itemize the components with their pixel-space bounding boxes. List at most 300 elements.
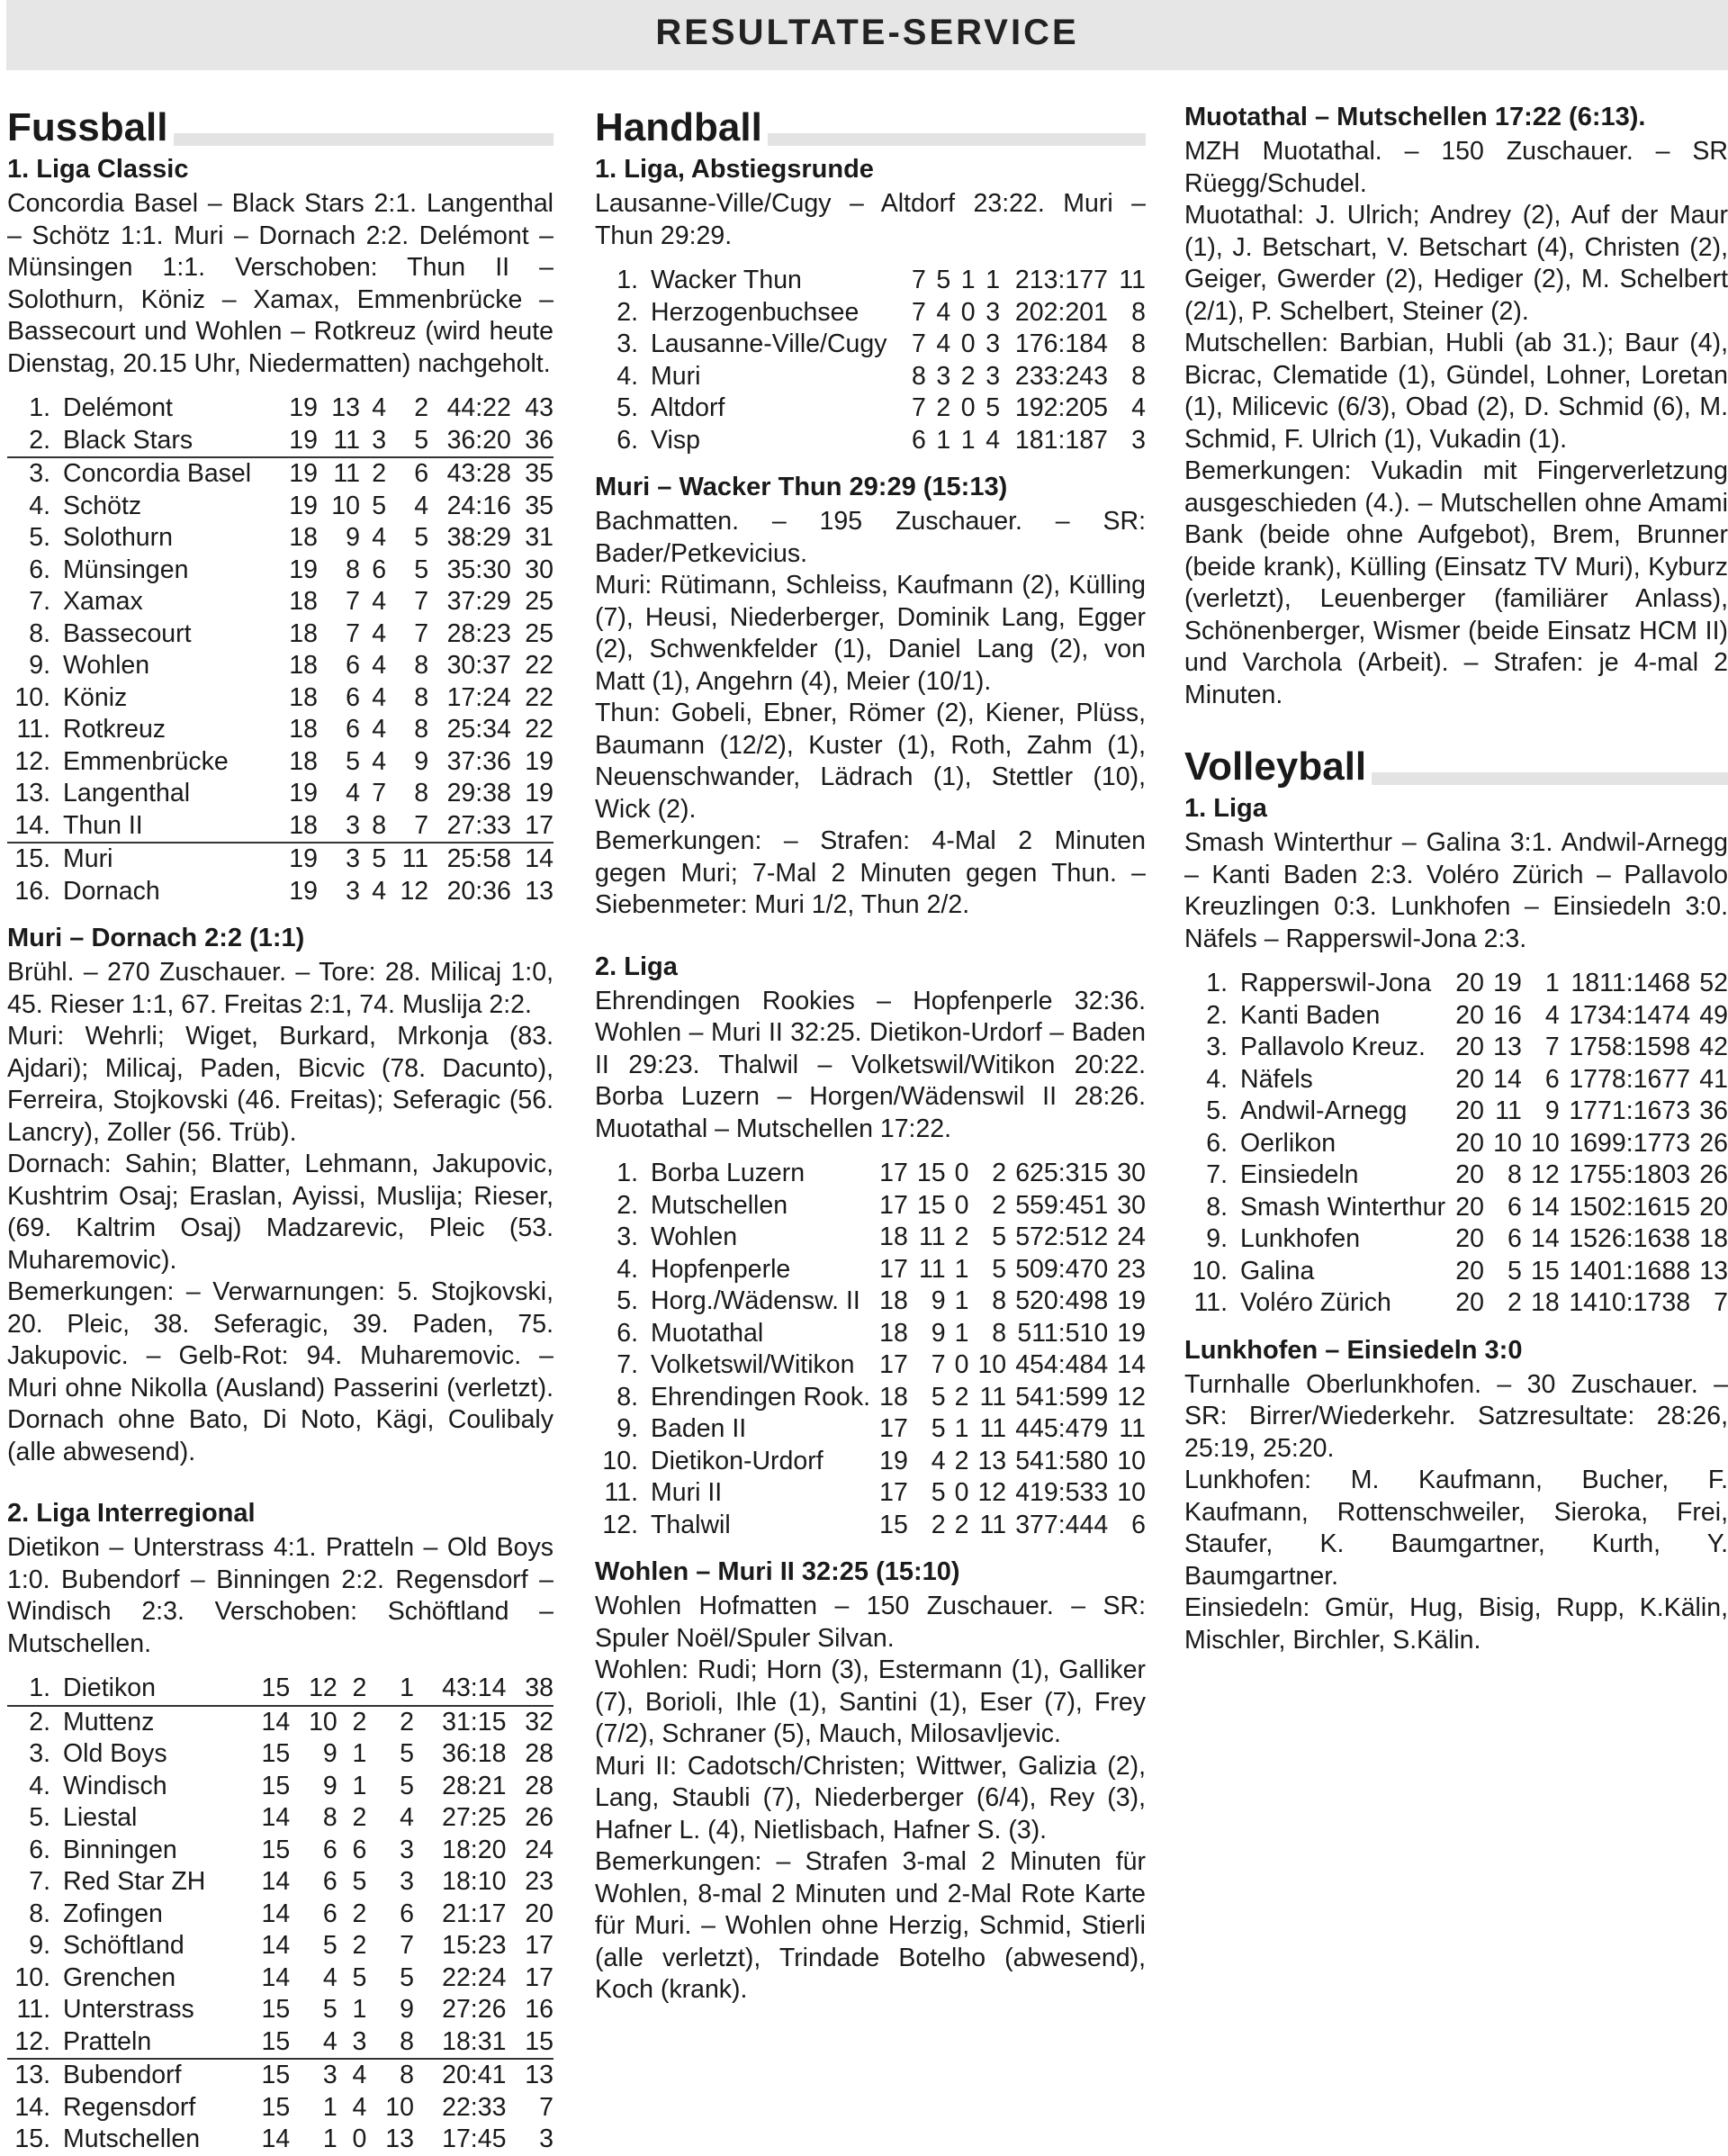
team-cell: Hopfenperle (651, 1254, 791, 1284)
rank-cell: 12. (14, 746, 50, 776)
stat-cell: 28 (525, 1739, 554, 1768)
stat-cell: 3 (936, 361, 951, 391)
stat-cell: 0 (954, 1350, 969, 1379)
stat-cell: 10 (385, 2092, 414, 2122)
stat-cell: 14 (261, 1962, 291, 1992)
header-banner (6, 0, 1728, 70)
team-cell: Regensdorf (63, 2092, 196, 2122)
stat-cell: 181:187 (1014, 425, 1108, 455)
stat-cell: 0 (352, 2124, 367, 2153)
stat-cell: 192:205 (1014, 393, 1108, 422)
stat-cell: 7 (346, 587, 360, 616)
stat-cell: 1758:1598 (1569, 1033, 1691, 1061)
stat-cell: 559:451 (1015, 1190, 1109, 1220)
rank-cell: 7. (616, 1350, 638, 1379)
rank-cell: 13. (14, 779, 50, 807)
stat-cell: 44:22 (446, 393, 511, 422)
stat-cell: 10 (1531, 1128, 1560, 1158)
stat-cell: 4 (372, 876, 387, 906)
rank-cell: 14. (7, 810, 63, 843)
table-row (595, 297, 1146, 329)
stat-cell: 13 (385, 2124, 414, 2153)
stat-cell: 4 (1131, 393, 1146, 422)
heading-wohlen-muri: Wohlen – Muri II 32:25 (15:10) (595, 1557, 960, 1586)
report-muotathal-mutschellen (1184, 136, 1728, 711)
stat-cell: 4 (936, 297, 951, 327)
stat-cell: 36:20 (428, 425, 511, 458)
table-row (595, 1222, 1146, 1254)
team-cell: Unterstrass (63, 1995, 194, 2024)
stat-cell: 1 (1544, 969, 1560, 997)
results-volleyball-1-liga: Smash Winterthur – Galina 3:1. Andwil-Arnegg – Kanti Baden 2:3. Voléro Zürich – Pallavolo Kreuzlingen 0:3. Lunkhofen – Einsiedeln 3:0. Näfels – Rapperswil-Jona 2:3. (1184, 828, 1728, 953)
results-1-liga-classic: Concordia Basel – Black Stars 2:1. Langenthal – Schötz 1:1. Muri – Dornach 2:2. Delémont – Münsingen 1:1. Verschoben: Thun II – Solothurn, Köniz – Xamax, Emmenbrücke – Bassecourt und Wohlen – Rotkreuz (wird heute Dienstag, 20.15 Uhr, Niedermatten) nachgeholt. (7, 189, 554, 378)
stat-cell: 4 (372, 618, 387, 648)
stat-cell: 0 (960, 393, 976, 422)
stat-cell: 1 (954, 1414, 969, 1443)
stat-cell: 9 (322, 1771, 338, 1800)
heading-muri-dornach: Muri – Dornach 2:2 (1:1) (7, 924, 305, 952)
stat-cell: 20 (525, 1899, 554, 1928)
team-cell: Thalwil (651, 1510, 731, 1539)
table-row (1184, 1192, 1728, 1224)
stat-cell: 28 (525, 1771, 554, 1800)
stat-cell: 13 (977, 1446, 1007, 1475)
stat-cell: 4 (346, 779, 360, 807)
stat-cell: 18 (289, 587, 318, 616)
team-cell: Voléro Zürich (1240, 1288, 1391, 1317)
stat-cell: 4 (290, 2026, 338, 2060)
rank-cell: 8. (1206, 1192, 1228, 1222)
stat-cell: 2 (414, 393, 429, 422)
stat-cell: 377:444 (1015, 1510, 1109, 1539)
table-row (595, 1285, 1146, 1318)
rank-cell: 1. (1206, 969, 1228, 997)
stat-cell: 38:29 (446, 523, 511, 552)
table-row (7, 1706, 554, 1739)
rank-cell: 9. (1206, 1224, 1228, 1253)
stat-cell: 9 (400, 1995, 414, 2024)
stat-cell: 20 (1455, 1288, 1484, 1317)
stat-cell: 18:31 (414, 2026, 507, 2060)
rank-cell: 1. (616, 1159, 638, 1187)
heading-2-liga-interregional: 2. Liga Interregional (7, 1499, 256, 1528)
stat-cell: 7 (414, 587, 429, 616)
stat-cell: 14 (1531, 1224, 1560, 1253)
heading-muotathal-mutschellen: Muotathal – Mutschellen 17:22 (6:13). (1184, 103, 1646, 131)
stat-cell: 8 (414, 779, 429, 807)
stat-cell: 5 (400, 1771, 414, 1800)
stat-cell: 19 (289, 555, 318, 584)
stat-cell: 19 (289, 844, 318, 873)
rank-cell: 11. (604, 1478, 638, 1507)
stat-cell: 1 (954, 1318, 969, 1348)
table-row (1184, 1032, 1728, 1064)
stat-cell: 6 (352, 1835, 367, 1864)
stat-cell: 2 (931, 1510, 946, 1539)
team-cell: Borba Luzern (651, 1159, 806, 1187)
stat-cell: 6 (414, 459, 429, 488)
table-row (595, 1254, 1146, 1286)
table-row (7, 1994, 554, 2026)
table-row (595, 265, 1146, 297)
stat-cell: 625:315 (1015, 1159, 1109, 1187)
stat-cell: 1778:1677 (1569, 1064, 1691, 1094)
stat-cell: 14 (261, 1867, 291, 1896)
stat-cell: 19 (1493, 969, 1522, 997)
team-cell: Visp (651, 425, 700, 455)
stat-cell: 7 (911, 266, 926, 294)
stat-cell: 49 (1699, 1000, 1728, 1030)
rank-cell: 10. (1192, 1256, 1228, 1285)
table-row (1184, 1096, 1728, 1128)
stat-cell: 3 (346, 876, 360, 906)
stat-cell: 2 (338, 1673, 367, 1706)
rank-cell: 5. (1206, 1096, 1228, 1125)
rank-cell: 5. (29, 523, 50, 552)
team-cell: Lausanne-Ville/Cugy (651, 329, 887, 358)
stat-cell: 11 (918, 1254, 946, 1284)
table-row (7, 1866, 554, 1899)
table-row (7, 586, 554, 618)
stat-cell: 5 (1507, 1256, 1522, 1285)
rank-cell: 2. (7, 425, 63, 458)
report-paragraph: Muri: Wehrli; Wiget, Burkard, Mrkonja (83. Ajdari); Milicaj, Paden, Bicvic (78. Dacunto), Ferreira, Stojkovski (46. Freitas); Seferagic (56. Lancry), Zoller (56. Trüb). (7, 1022, 554, 1147)
stat-cell: 15 (879, 1510, 908, 1539)
stat-cell: 14 (261, 2124, 291, 2153)
team-cell: Näfels (1240, 1064, 1313, 1094)
stat-cell: 32 (525, 1707, 554, 1737)
table-volleyball-1-liga (1184, 968, 1728, 1320)
stat-cell: 11 (1119, 266, 1146, 294)
stat-cell: 17 (525, 1931, 554, 1960)
report-paragraph: Bemerkungen: – Strafen 3-mal 2 Minuten für Wohlen, 8-mal 2 Minuten und 2-Mal Rote Karte für Muri. – Wohlen ohne Herzig, Schmid, Stierli (alle verletzt), Trindade Botelho (abwesend), Koch (krank). (595, 1847, 1146, 2004)
stat-cell: 1 (960, 266, 976, 294)
stat-cell: 7 (346, 618, 360, 648)
table-row (1184, 1287, 1728, 1320)
team-cell: Oerlikon (1240, 1128, 1336, 1158)
stat-cell: 1 (936, 425, 951, 455)
column-2 (595, 99, 1146, 2007)
stat-cell: 12 (290, 1673, 338, 1706)
report-paragraph: MZH Muotathal. – 150 Zuschauer. – SR Rüegg/Schudel. (1184, 137, 1728, 198)
stat-cell: 5 (372, 491, 387, 520)
stat-cell: 7 (1714, 1288, 1728, 1317)
team-cell: Dietikon-Urdorf (651, 1446, 824, 1475)
stat-cell: 10 (1493, 1128, 1522, 1158)
stat-cell: 4 (936, 329, 951, 358)
rank-cell: 6. (616, 1318, 638, 1348)
stat-cell: 8 (414, 682, 429, 712)
table-row (595, 392, 1146, 425)
page-title: RESULTATE-SERVICE (655, 13, 1079, 52)
team-cell: Münsingen (63, 555, 189, 584)
report-paragraph: Muri: Rütimann, Schleiss, Kaufmann (2), Külling (7), Heusi, Niederberger, Dominik Lang, Egger (2), Schwenkfelder (1), Daniel Lang (2), von Matt (1), Angehrn (4), Meier (10/1). (595, 571, 1146, 696)
stat-cell: 10 (331, 491, 360, 520)
stat-cell: 19 (525, 779, 554, 807)
stat-cell: 4 (322, 1962, 338, 1992)
stat-cell: 3 (1131, 425, 1146, 455)
rank-cell: 2. (29, 1707, 50, 1737)
stat-cell: 5 (931, 1382, 946, 1412)
report-paragraph: Bemerkungen: – Verwarnungen: 5. Stojkovski, 20. Pleic, 38. Seferagic, 39. Paden, 75. Jakupovic. – Gelb-Rot: 94. Muharemovic. – Muri ohne Nikolla (Ausland) Passerini (verletzt). Dornach ohne Bato, Di Noto, Kägi, Coulibaly (alle abwesend). (7, 1277, 554, 1466)
stat-cell: 1755:1803 (1569, 1160, 1691, 1189)
stat-cell: 15 (261, 1995, 291, 2024)
rank-cell: 10. (602, 1446, 638, 1475)
stat-cell: 19 (275, 425, 318, 458)
stat-cell: 7 (1544, 1033, 1560, 1061)
stat-cell: 18 (1531, 1288, 1560, 1317)
table-row (595, 1446, 1146, 1478)
stat-cell: 36 (1699, 1096, 1728, 1125)
stat-cell: 18 (289, 618, 318, 648)
stat-cell: 6 (346, 715, 360, 744)
stat-cell: 20:41 (442, 2061, 507, 2089)
stat-cell: 18 (289, 715, 318, 744)
team-cell: Wohlen (651, 1222, 738, 1251)
stat-cell: 6 (400, 1899, 414, 1928)
stat-cell: 1 (954, 1286, 969, 1315)
table-row (7, 810, 554, 843)
stat-cell: 11 (979, 1510, 1007, 1539)
team-cell: Concordia Basel (63, 459, 252, 488)
team-cell: Liestal (63, 1803, 138, 1832)
stat-cell: 15 (261, 2061, 291, 2089)
report-paragraph: Bemerkungen: – Strafen: 4-Mal 2 Minuten gegen Muri; 7-Mal 2 Minuten gegen Thun. – Siebenmeter: Muri 1/2, Thun 2/2. (595, 826, 1146, 919)
stat-cell: 12 (977, 1478, 1007, 1507)
heading-abstiegsrunde: 1. Liga, Abstiegsrunde (595, 155, 874, 184)
stat-cell: 520:498 (1015, 1286, 1109, 1315)
stat-cell: 1 (366, 1673, 414, 1706)
stat-cell: 18 (879, 1222, 908, 1251)
stat-cell: 5 (414, 523, 429, 552)
stat-cell: 2 (936, 393, 951, 422)
report-paragraph: Lunkhofen: M. Kaufmann, Bucher, F. Kaufmann, Rottenschweiler, Sieroka, Frei, Staufer, K. Baumgartner, Kurth, Y. Baumgartner. (1184, 1466, 1728, 1591)
stat-cell: 22 (525, 651, 554, 680)
stat-cell: 15:23 (442, 1931, 507, 1960)
stat-cell: 15 (261, 2092, 291, 2122)
stat-cell: 15 (261, 1739, 291, 1768)
stat-cell: 419:533 (1015, 1478, 1109, 1507)
stat-cell: 17 (879, 1254, 908, 1284)
table-row (7, 2124, 554, 2156)
stat-cell: 202:201 (1014, 297, 1108, 327)
stat-cell: 5 (992, 1222, 1007, 1251)
table-row (7, 1771, 554, 1803)
stat-cell: 8 (1131, 361, 1146, 391)
team-cell: Baden II (651, 1414, 747, 1443)
stat-cell: 511:510 (1017, 1318, 1109, 1348)
stat-cell: 20 (1455, 1096, 1484, 1125)
stat-cell: 8 (1131, 297, 1146, 327)
stat-cell: 9 (1544, 1096, 1560, 1125)
stat-cell: 2 (954, 1510, 969, 1539)
stat-cell: 8 (360, 810, 386, 843)
rank-cell: 5. (29, 1803, 50, 1832)
rank-cell: 8. (29, 618, 50, 648)
team-cell: Volketswil/Witikon (651, 1350, 855, 1379)
table-row (595, 1318, 1146, 1350)
stat-cell: 1 (954, 1254, 969, 1284)
stat-cell: 13 (525, 2061, 554, 2089)
rank-cell: 12. (7, 2026, 63, 2060)
stat-cell: 20 (1455, 1224, 1484, 1253)
stat-cell: 2 (352, 1707, 367, 1737)
results-abstiegsrunde: Lausanne-Ville/Cugy – Altdorf 23:22. Muri – Thun 29:29. (595, 189, 1146, 250)
table-row (7, 1962, 554, 1995)
report-paragraph: Einsiedeln: Gmür, Hug, Bisig, Rupp, K.Kälin, Mischler, Birchler, S.Kälin. (1184, 1593, 1728, 1655)
rank-cell: 3. (616, 329, 638, 358)
stat-cell: 4 (352, 2061, 367, 2089)
team-cell: Black Stars (63, 425, 275, 458)
stat-cell: 2 (352, 1931, 367, 1960)
stat-cell: 35:30 (446, 555, 511, 584)
stat-cell: 3 (986, 329, 1001, 358)
table-row (7, 522, 554, 555)
team-cell: Schötz (63, 491, 142, 520)
stat-cell: 13 (331, 393, 360, 422)
stat-cell: 19 (1117, 1286, 1146, 1315)
stat-cell: 12 (1117, 1382, 1146, 1412)
stat-cell: 176:184 (1014, 329, 1108, 358)
table-row (595, 361, 1146, 393)
stat-cell: 19 (289, 459, 318, 488)
stat-cell: 17 (879, 1414, 908, 1443)
report-paragraph: Muotathal: J. Ulrich; Andrey (2), Auf der Maur (1), J. Betschart, V. Betschart (4), Christen (2), Geiger, Gwerder (2), Hediger (2), M. Schelbert (2/1), P. Schelbert, Steiner (2). (1184, 201, 1728, 326)
stat-cell: 14 (525, 844, 554, 873)
team-cell: Andwil-Arnegg (1240, 1096, 1408, 1125)
stat-cell: 2 (954, 1222, 969, 1251)
stat-cell: 14 (1117, 1350, 1146, 1379)
stat-cell: 8 (346, 555, 360, 584)
team-cell: Köniz (63, 682, 128, 712)
stat-cell: 1 (322, 2124, 338, 2153)
report-muri-thun (595, 506, 1146, 922)
stat-cell: 20 (1455, 1256, 1484, 1285)
team-cell: Lunkhofen (1240, 1224, 1361, 1253)
rank-cell: 4. (29, 491, 50, 520)
team-cell: Rotkreuz (63, 715, 166, 744)
heading-lunkhofen-einsiedeln: Lunkhofen – Einsiedeln 3:0 (1184, 1335, 1523, 1365)
table-row (595, 329, 1146, 361)
team-cell: Wacker Thun (651, 266, 802, 294)
stat-cell: 13 (1493, 1033, 1522, 1061)
stat-cell: 2 (1507, 1288, 1522, 1317)
stat-cell: 26 (525, 1803, 554, 1832)
stat-cell: 28:23 (446, 618, 511, 648)
stat-cell: 3 (400, 1867, 414, 1896)
rank-cell: 5. (616, 1286, 638, 1315)
stat-cell: 35 (525, 459, 554, 488)
stat-cell: 37:36 (446, 746, 511, 776)
stat-cell: 19 (525, 746, 554, 776)
stat-cell: 25 (525, 618, 554, 648)
stat-cell: 24 (1117, 1222, 1146, 1251)
stat-cell: 8 (992, 1286, 1007, 1315)
stat-cell: 36:18 (442, 1739, 507, 1768)
team-cell: Mutschellen (651, 1190, 788, 1220)
report-lunkhofen-einsiedeln (1184, 1369, 1728, 1657)
table-row (7, 650, 554, 682)
stat-cell: 7 (911, 297, 926, 327)
stat-cell: 18 (879, 1286, 908, 1315)
table-row (7, 392, 554, 425)
team-cell: Muttenz (63, 1707, 155, 1737)
stat-cell: 12 (1531, 1160, 1560, 1189)
team-cell: Schöftland (63, 1931, 184, 1960)
stat-cell: 2 (352, 1899, 367, 1928)
stat-cell: 3 (360, 425, 386, 458)
table-abstiegsrunde (595, 265, 1146, 456)
rank-cell: 15. (14, 2124, 50, 2153)
stat-cell: 15 (1531, 1256, 1560, 1285)
team-cell: Mutschellen (63, 2124, 201, 2153)
stat-cell: 5 (414, 555, 429, 584)
table-row (1184, 1223, 1728, 1256)
stat-cell: 7 (911, 393, 926, 422)
stat-cell: 10 (977, 1350, 1007, 1379)
stat-cell: 8 (414, 715, 429, 744)
stat-cell: 4 (372, 587, 387, 616)
section-volleyball: Volleyball (1184, 744, 1728, 790)
section-fussball: Fussball (7, 104, 554, 151)
stat-cell: 16 (525, 1995, 554, 2024)
stat-cell: 5 (346, 746, 360, 776)
rank-cell: 7. (1206, 1160, 1228, 1189)
stat-cell: 27:33 (428, 810, 511, 843)
stat-cell: 22 (525, 715, 554, 744)
stat-cell: 4 (414, 491, 429, 520)
stat-cell: 21:17 (442, 1899, 507, 1928)
heading-1-liga-classic: 1. Liga Classic (7, 155, 189, 184)
stat-cell: 445:479 (1015, 1414, 1109, 1443)
stat-cell: 11 (918, 1222, 946, 1251)
stat-cell: 5 (931, 1478, 946, 1507)
team-cell: Binningen (63, 1835, 177, 1864)
table-row (7, 491, 554, 523)
stat-cell: 18 (289, 746, 318, 776)
table-row (1184, 1256, 1728, 1288)
stat-cell: 11 (979, 1382, 1007, 1412)
table-row (7, 457, 554, 491)
team-cell: Grenchen (63, 1962, 176, 1992)
stat-cell: 0 (954, 1159, 969, 1187)
stat-cell: 7 (400, 1931, 414, 1960)
stat-cell: 2 (960, 361, 976, 391)
rank-cell: 6. (1206, 1128, 1228, 1158)
stat-cell: 12 (400, 876, 429, 906)
rank-cell: 4. (616, 1254, 638, 1284)
rank-cell: 2. (616, 297, 638, 327)
rank-cell: 9. (29, 651, 50, 680)
stat-cell: 7 (372, 779, 387, 807)
stat-cell: 15 (916, 1190, 946, 1220)
stat-cell: 10 (309, 1707, 338, 1737)
rank-cell: 14. (14, 2092, 50, 2122)
team-cell: Solothurn (63, 523, 174, 552)
stat-cell: 6 (1507, 1224, 1522, 1253)
stat-cell: 572:512 (1015, 1222, 1109, 1251)
stat-cell: 13 (1699, 1256, 1728, 1285)
stat-cell: 27:26 (442, 1995, 507, 2024)
stat-cell: 19 (1117, 1318, 1146, 1348)
stat-cell: 1734:1474 (1569, 1000, 1691, 1030)
stat-cell: 4 (352, 2092, 367, 2122)
stat-cell: 35 (525, 491, 554, 520)
stat-cell: 1699:1773 (1569, 1128, 1691, 1158)
team-cell: Muri (63, 844, 113, 873)
stat-cell: 5 (386, 425, 428, 458)
stat-cell: 17 (879, 1350, 908, 1379)
